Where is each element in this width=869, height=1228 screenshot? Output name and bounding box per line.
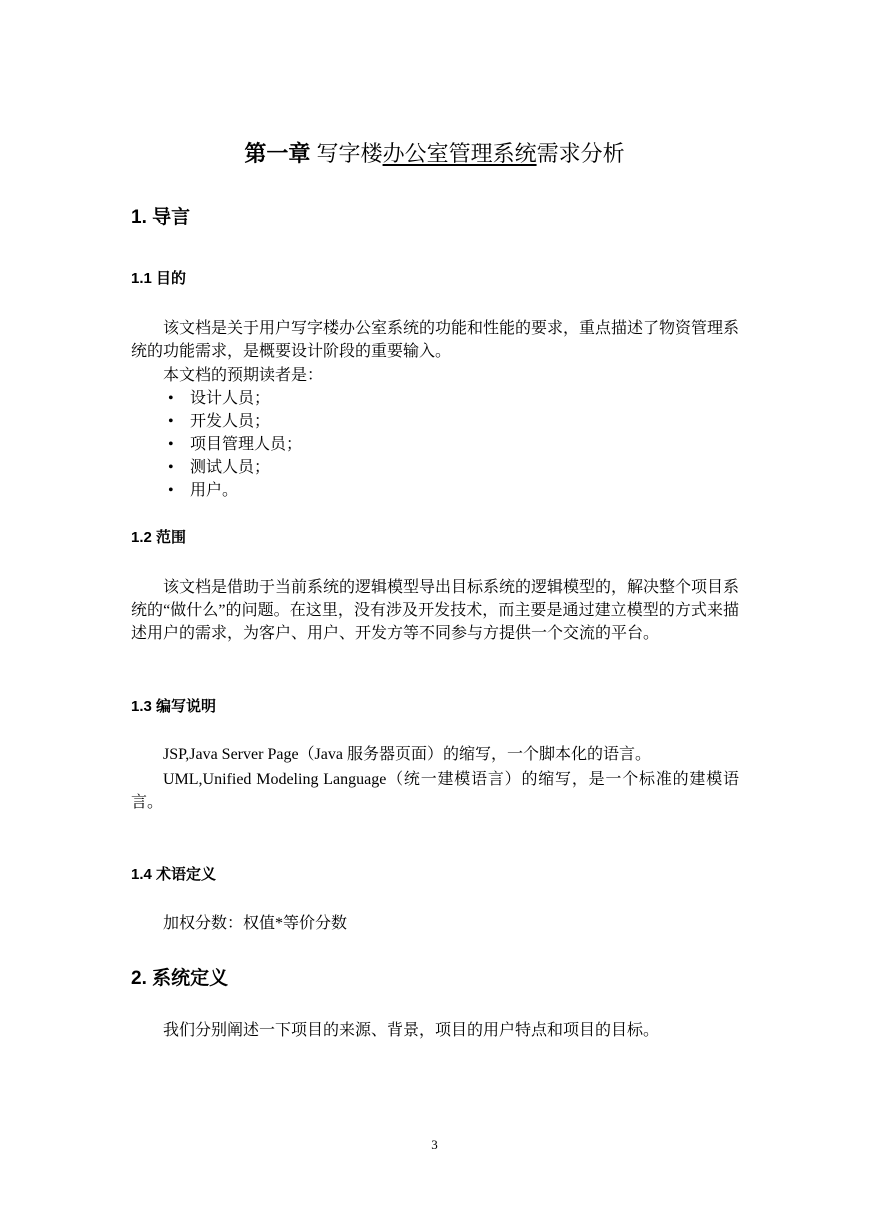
bullet-icon: • bbox=[168, 390, 174, 407]
section-1-1-paragraph: 该文档是关于用户写字楼办公室系统的功能和性能的要求，重点描述了物资管理系统的功能需求，是概要设计阶段的重要输入。 bbox=[131, 320, 740, 360]
bullet-icon: • bbox=[168, 482, 174, 499]
section-1-1-heading: 1.1 目的 bbox=[131, 270, 187, 287]
title-underlined: 办公室管理系统 bbox=[382, 141, 537, 166]
bullet-icon: • bbox=[168, 459, 174, 476]
bullet-icon: • bbox=[168, 413, 174, 430]
uml-definition: UML,Unified Modeling Language（统一建模语言）的缩写，是一个标准的建模语言。 bbox=[131, 771, 739, 811]
section-1-2-heading: 1.2 范围 bbox=[131, 529, 187, 546]
list-item: • 项目管理人员； bbox=[168, 433, 302, 456]
list-item: • 用户。 bbox=[168, 479, 302, 502]
section-1-heading: 1. 导言 bbox=[131, 207, 191, 228]
chapter-label: 第一章 bbox=[244, 141, 311, 166]
bullet-icon: • bbox=[168, 436, 174, 453]
jsp-definition: JSP,Java Server Page（Java 服务器页面）的缩写，一个脚本化的语言。 bbox=[163, 746, 651, 763]
list-item: • 设计人员； bbox=[168, 387, 302, 410]
readers-intro: 本文档的预期读者是： bbox=[163, 367, 324, 384]
term-definition: 加权分数：权值*等价分数 bbox=[163, 915, 348, 932]
list-item: • 开发人员； bbox=[168, 410, 302, 433]
section-1-4-heading: 1.4 术语定义 bbox=[131, 866, 217, 883]
readers-list bbox=[168, 387, 302, 502]
section-1-3-heading: 1.3 编写说明 bbox=[131, 698, 217, 715]
section-2-heading: 2. 系统定义 bbox=[131, 968, 229, 989]
section-1-2-paragraph: 该文档是借助于当前系统的逻辑模型导出目标系统的逻辑模型的，解决整个项目系统的“做什么”的问题。在这里，没有涉及开发技术，而主要是通过建立模型的方式来描述用户的需求，为客户、用户、开发方等不同参与方提供一个交流的平台。 bbox=[131, 579, 740, 642]
chapter-title bbox=[0, 138, 869, 170]
title-prefix: 写字楼 bbox=[316, 141, 383, 166]
section-2-paragraph: 我们分别阐述一下项目的来源、背景，项目的用户特点和项目的目标。 bbox=[163, 1022, 660, 1039]
page-number: 3 bbox=[431, 1137, 438, 1152]
title-suffix: 需求分析 bbox=[536, 141, 625, 166]
list-item: • 测试人员； bbox=[168, 456, 302, 479]
